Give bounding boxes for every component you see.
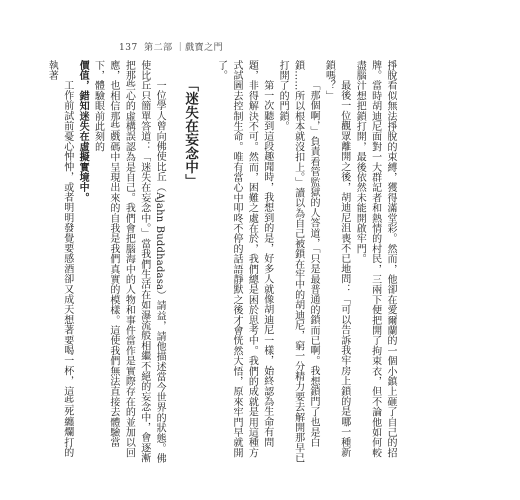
paragraph-2: 最後一位觀眾離開之後，胡迪尼沮喪不已地問：「可以告訴我牢房上鎖的是哪一種新鎖嗎？」	[323, 60, 350, 458]
paragraph-7: 工作前試前憂心忡忡，或者明明發覺要感酒卻又成天想著要喝一杯，這些死纏爛打的執著	[46, 60, 73, 458]
vertical-text-body	[46, 60, 398, 465]
paragraph-6: 價值，錯知迷失在虛擬實境中。	[77, 60, 89, 203]
header-chapter: 戲寶之門	[185, 43, 224, 53]
header-part: 第二部	[144, 43, 173, 53]
paragraph-1: 掙脫看似無法掙脫的束縛，獲得滿堂彩。然而，他卻在愛爾蘭的一個小鎮上砸了自己的招牌。當時胡迪尼面對一大群記者和熱情的村民，三兩下便把開了拘束衣，但不論他如何較盡腦汁想把鎖打開，最後依然未能開啟牢門。	[354, 60, 396, 458]
section-title: 「迷失在妄念中」	[182, 78, 199, 188]
header-divider: ｜	[175, 43, 186, 53]
page-number: 137	[119, 43, 138, 53]
paragraph-3: 「那個啊，」負責看管監獄的人答道，「只是最普通的鎖而已啊。我想鎖門了也是白鎖……所以根本就沒扣上。」讀以為自己被鎖在牢中的胡迪尼，窮一分精力要去解開那早已打開了的門鎖。	[277, 60, 319, 463]
paragraph-5: 一位學人曾向佛使比丘（Ajahn Buddhadasa）請益，請他描述當今世界的狀態。佛使比丘只簡單答道：「迷失在妄念中。」當我們生活在如瀑流般相繼不絕的妄念中，會逐漸把那些心的虛構誤認為是自己。我們會把腦海中的人物和事件當作是實際存在的並加以回應，也相信那些戲碼中呈現出來的自我是我們真實的模樣。這使我們無法直接去體驗當下，體驗眼前此刻的	[92, 60, 166, 464]
running-header	[119, 40, 223, 53]
paragraph-4: 第一次聽到這段趣聞時，我想到的是，好多人就像胡迪尼一樣，始終認為生命有問題，非得解決不可。然而，困難之處在於，我們總是困於思考中。我們的成就是用這種方式試圖去控制生命。唯有當心中叩咚不停的話語靜默之後才會恍然大悟，原來牢門早就開了。	[215, 60, 273, 458]
